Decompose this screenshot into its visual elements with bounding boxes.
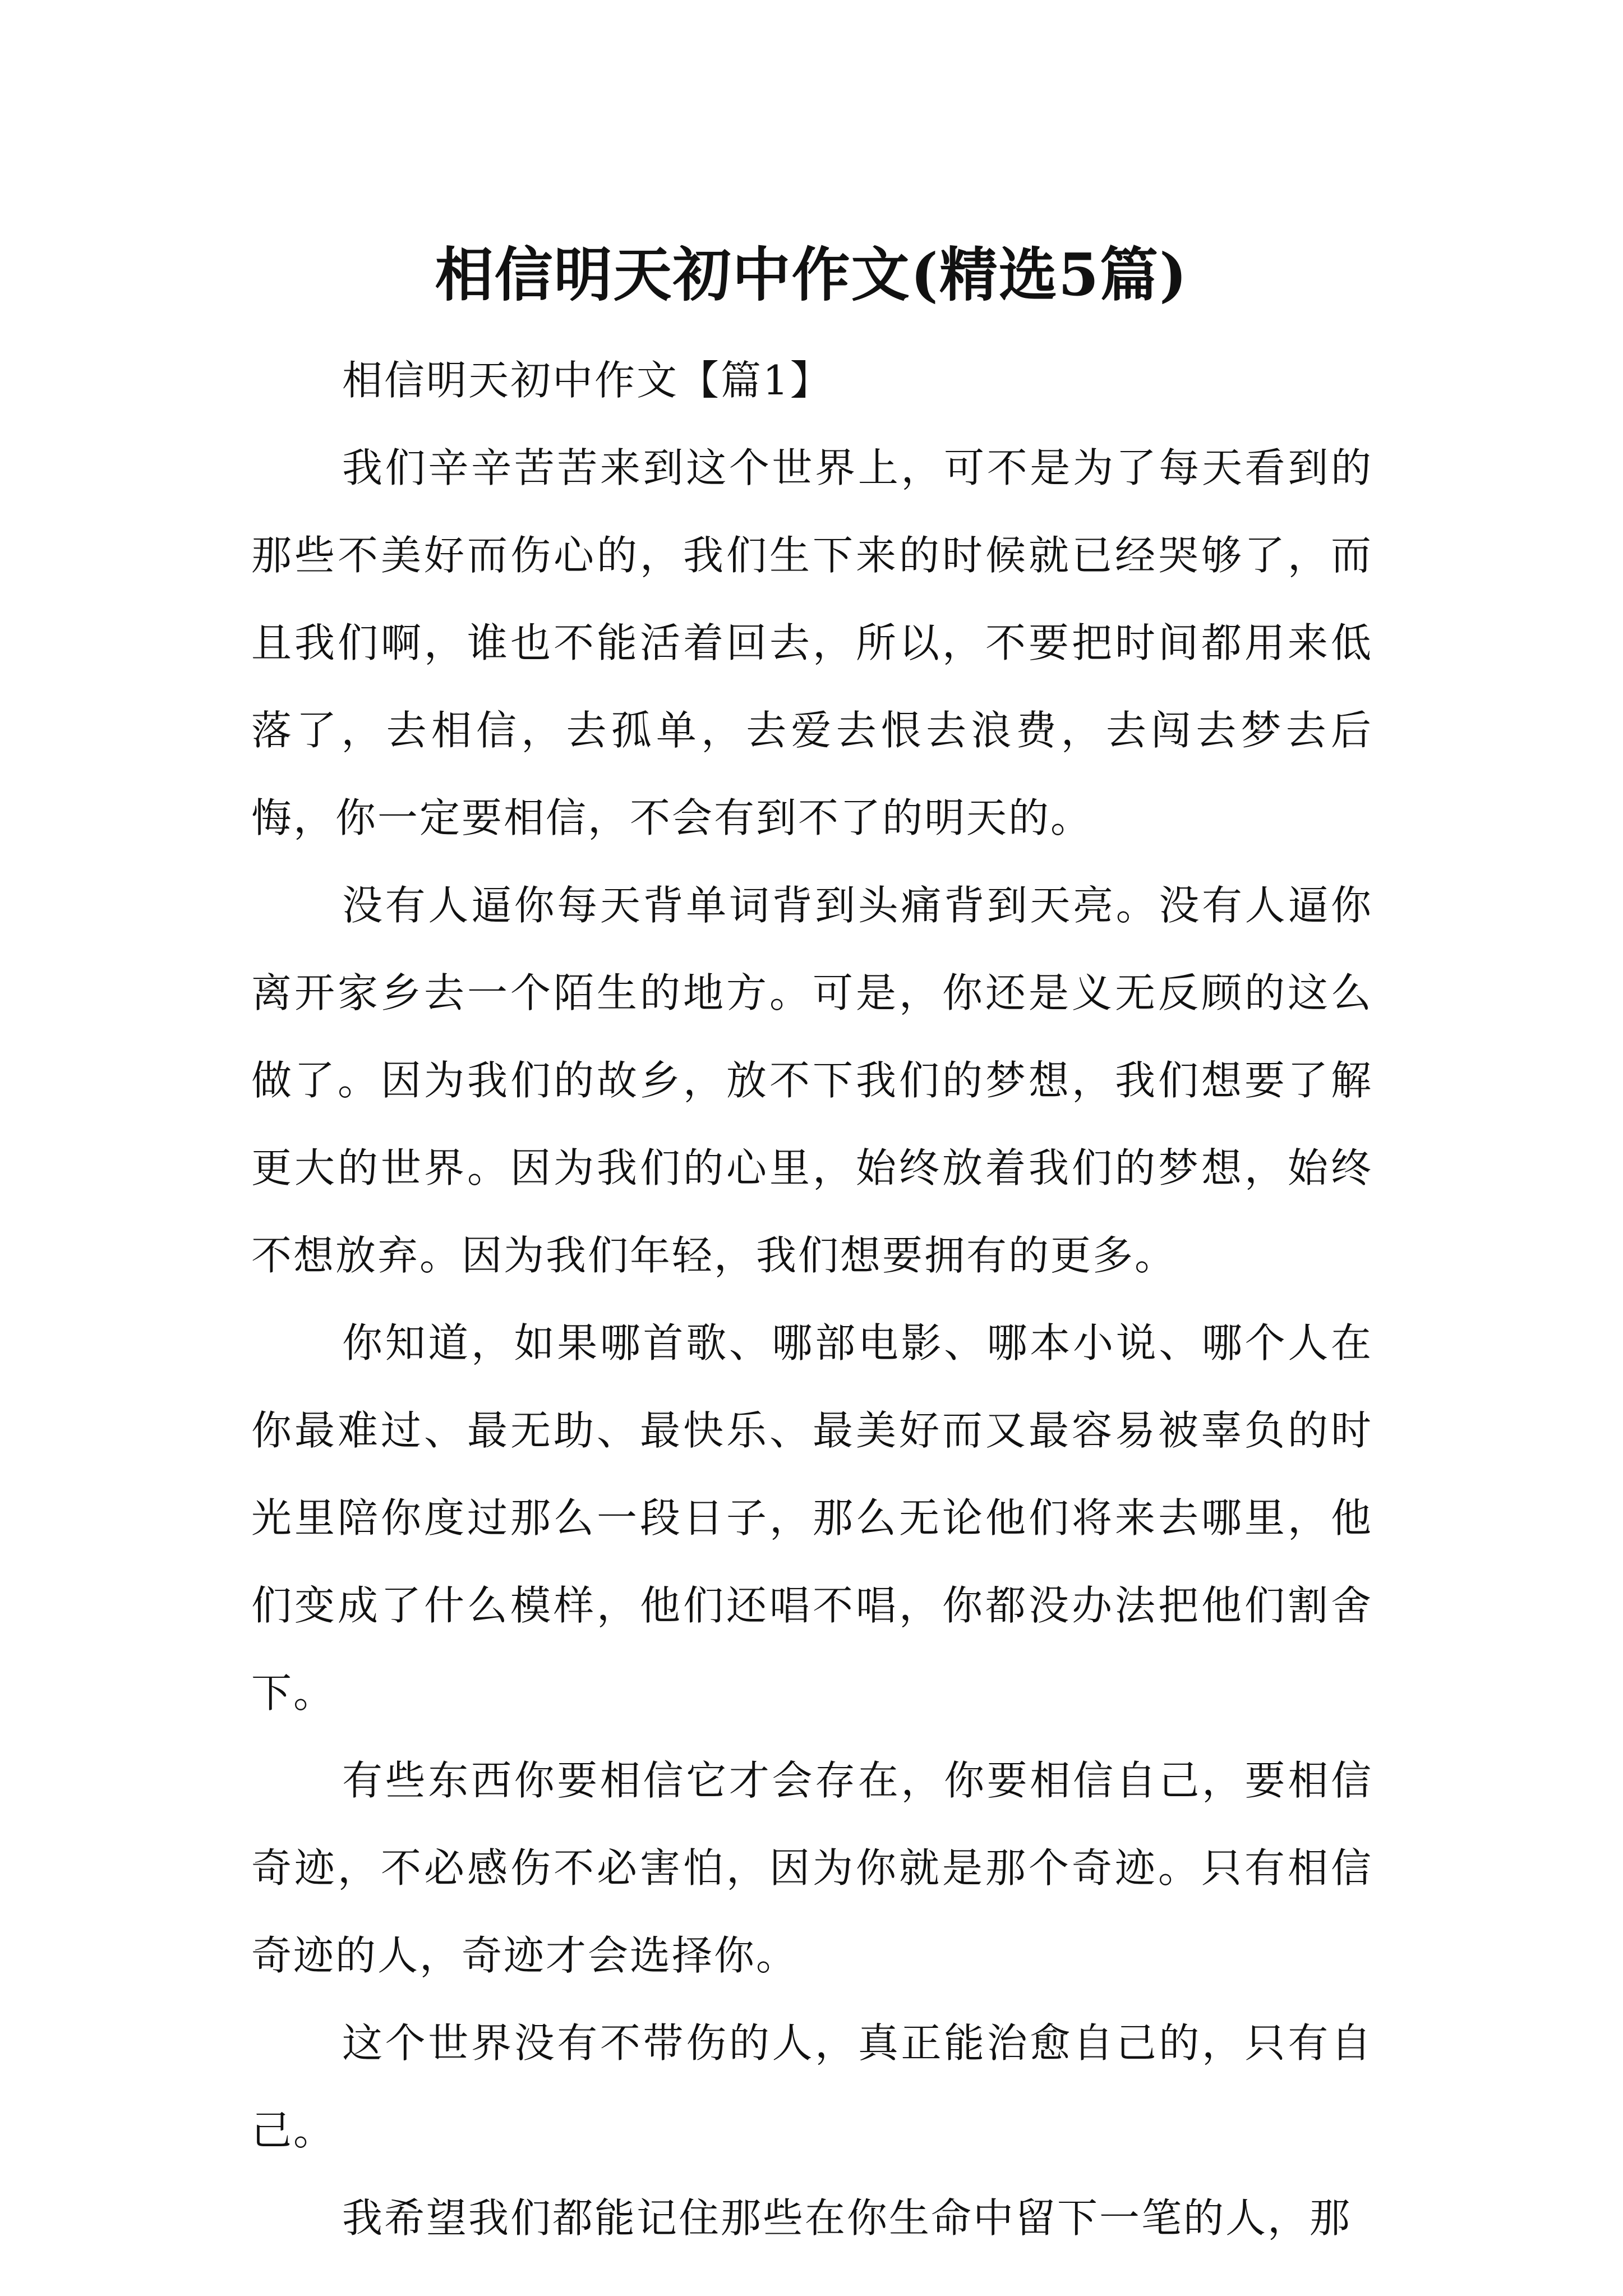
document-body (251, 337, 1373, 2262)
paragraph: 你知道，如果哪首歌、哪部电影、哪本小说、哪个人在你最难过、最无助、最快乐、最美好而又最容易被辜负的时光里陪你度过那么一段日子，那么无论他们将来去哪里，他们变成了什么模样，他们还唱不唱，你都没办法把他们割舍下。 (251, 1319, 1373, 1717)
paragraph: 有些东西你要相信它才会存在，你要相信自己，要相信奇迹，不必感伤不必害怕，因为你就是那个奇迹。只有相信奇迹的人，奇迹才会选择你。 (251, 1757, 1373, 1979)
paragraph: 没有人逼你每天背单词背到头痛背到天亮。没有人逼你离开家乡去一个陌生的地方。可是，你还是义无反顾的这么做了。因为我们的故乡，放不下我们的梦想，我们想要了解更大的世界。因为我们的心里，始终放着我们的梦想，始终不想放弃。因为我们年轻，我们想要拥有的更多。 (251, 882, 1373, 1279)
paragraph: 我们辛辛苦苦来到这个世界上，可不是为了每天看到的那些不美好而伤心的，我们生下来的时候就已经哭够了，而且我们啊，谁也不能活着回去，所以，不要把时间都用来低落了，去相信，去孤单，去爱去恨去浪费，去闯去梦去后悔，你一定要相信，不会有到不了的明天的。 (251, 444, 1373, 841)
document-title: 相信明天初中作文(精选5篇) (435, 240, 1188, 309)
paragraph: 这个世界没有不带伤的人，真正能治愈自己的，只有自己。 (251, 2019, 1373, 2154)
section-heading: 相信明天初中作文【篇1】 (342, 357, 832, 404)
paragraph: 我希望我们都能记住那些在你生命中留下一笔的人，那 (342, 2194, 1352, 2242)
